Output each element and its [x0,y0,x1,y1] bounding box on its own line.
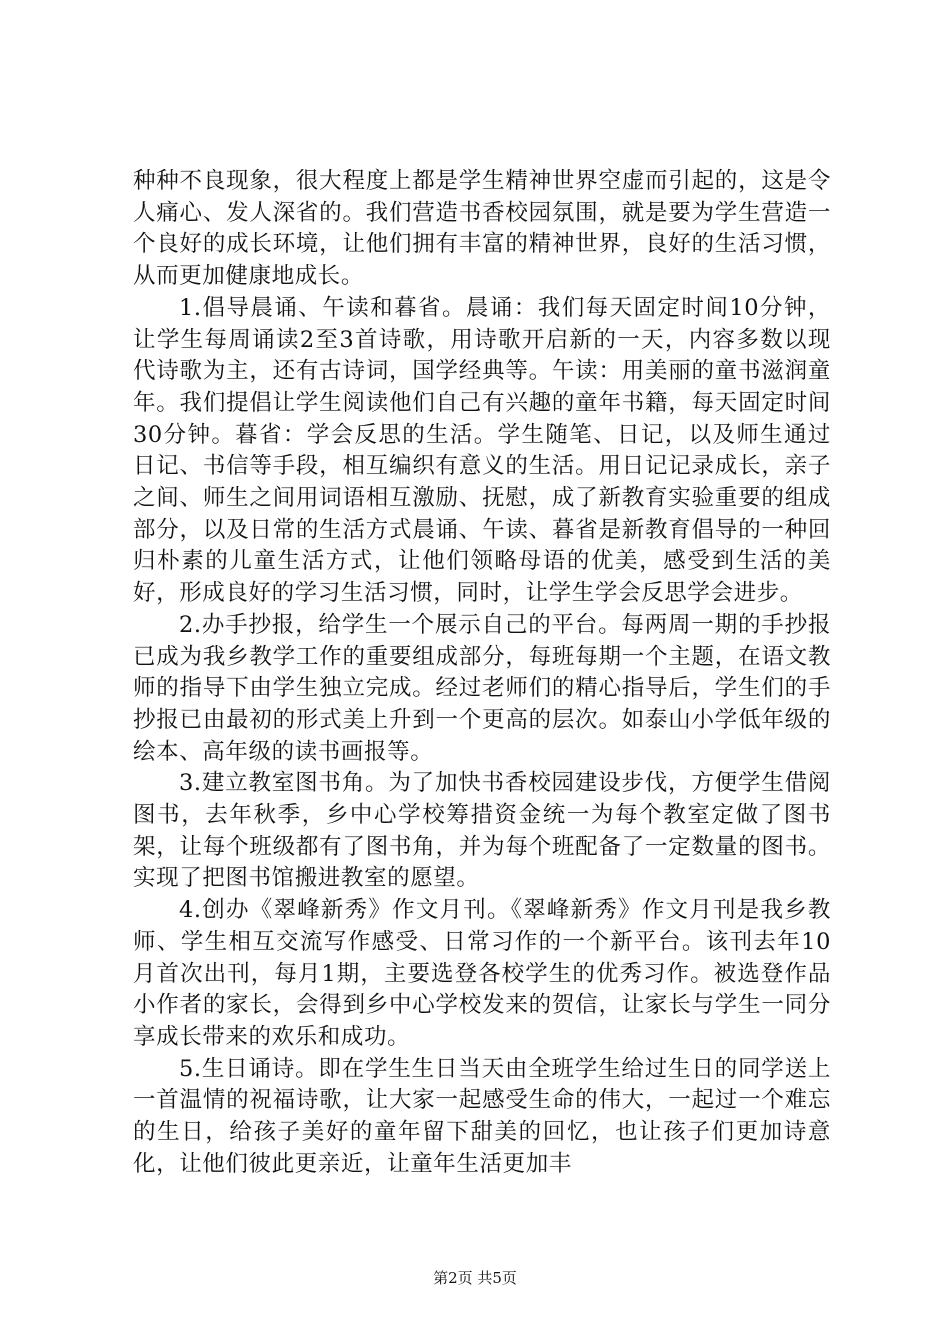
paragraph-continuation: 种种不良现象，很大程度上都是学生精神世界空虚而引起的，这是令人痛心、发人深省的。我们营造书香校园氛围，就是要为学生营造一个良好的成长环境，让他们拥有丰富的精神世界，良好的生活习惯，从而更加健康地成长。 [133,168,831,290]
paragraph-item-4: 4.创办《翠峰新秀》作文月刊。《翠峰新秀》作文月刊是我乡教师、学生相互交流写作感受、日常习作的一个新平台。该刊去年10月首次出刊，每月1期，主要选登各校学生的优秀习作。被选登作品小作者的家长，会得到乡中心学校发来的贺信，让家长与学生一同分享成长带来的欢乐和成功。 [133,897,831,1050]
page-footer: 第2页 共5页 [433,1269,517,1287]
paragraph-item-1: 1.倡导晨诵、午读和暮省。晨诵：我们每天固定时间10分钟，让学生每周诵读2至3首诗歌，用诗歌开启新的一天，内容多数以现代诗歌为主，还有古诗词，国学经典等。午读：用美丽的童书滋润童年。我们提倡让学生阅读他们自己有兴趣的童年书籍，每天固定时间30分钟。暮省：学会反思的生活。学生随笔、日记，以及师生通过日记、书信等手段，相互编织有意义的生活。用日记记录成长，亲子之间、师生之间用词语相互激励、抚慰，成了新教育实验重要的组成部分，以及日常的生活方式晨诵、午读、暮省是新教育倡导的一种回归朴素的儿童生活方式，让他们领略母语的优美，感受到生活的美好，形成良好的学习生活习惯，同时，让学生学会反思学会进步。 [133,294,831,607]
paragraph-item-3: 3.建立教室图书角。为了加快书香校园建设步伐，方便学生借阅图书，去年秋季，乡中心学校筹措资金统一为每个教室定做了图书架，让每个班级都有了图书角，并为每个班配备了一定数量的图书。实现了把图书馆搬进教室的愿望。 [133,770,831,892]
paragraph-item-2: 2.办手抄报，给学生一个展示自己的平台。每两周一期的手抄报已成为我乡教学工作的重要组成部分，每班每期一个主题，在语文教师的指导下由学生独立完成。经过老师们的精心指导后，学生们的手抄报已由最初的形式美上升到一个更高的层次。如泰山小学低年级的绘本、高年级的读书画报等。 [133,611,831,765]
document-body [133,166,831,1181]
paragraph-item-5: 5.生日诵诗。即在学生生日当天由全班学生给过生日的同学送上一首温情的祝福诗歌，让大家一起感受生命的伟大，一起过一个难忘的生日，给孩子美好的童年留下甜美的回忆，也让孩子们更加诗意化，让他们彼此更亲近，让童年生活更加丰 [133,1055,831,1177]
